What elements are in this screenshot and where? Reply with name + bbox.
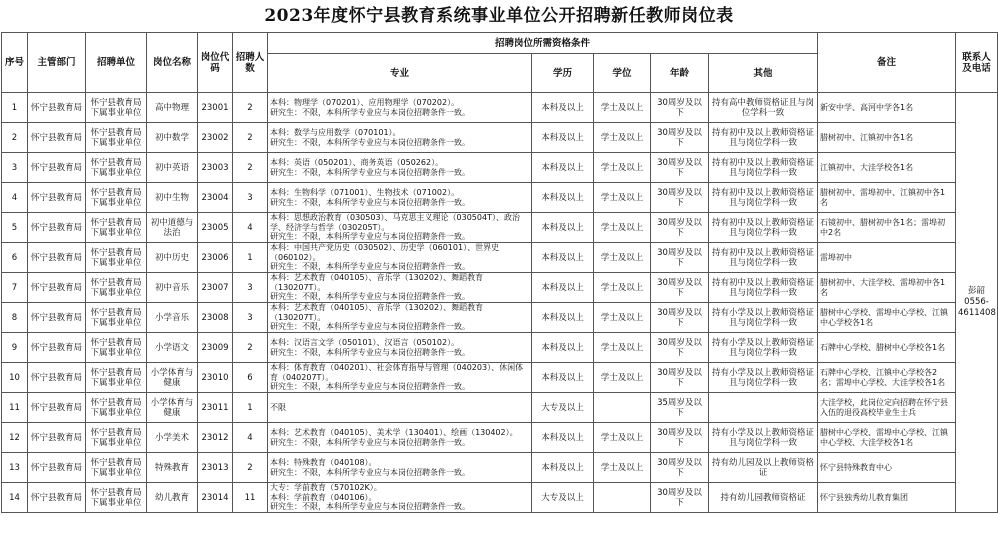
major-line: 研究生：不限，本科所学专业应与本岗位招聘条件一致。 [270,347,470,357]
cell-seq: 14 [2,483,28,513]
cell-seq: 1 [2,93,28,123]
cell-code: 23013 [198,453,233,483]
cell-major [268,93,532,123]
cell-code: 23001 [198,93,233,123]
major-line: 研究生：不限，本科所学专业应与本岗位招聘条件一致。 [270,197,470,207]
cell-note: 雷埠初中 [818,243,956,273]
cell-seq: 4 [2,183,28,213]
cell-dept: 怀宁县教育局 [28,333,86,363]
cell-edu: 本科及以上 [532,183,594,213]
cell-num: 3 [233,303,268,333]
table-row [2,153,998,183]
cell-seq: 10 [2,363,28,393]
position-table [1,32,998,513]
table-row [2,93,998,123]
header-note: 备注 [818,33,956,93]
cell-degree: 学士及以上 [594,183,651,213]
cell-degree [594,393,651,423]
cell-age: 30周岁及以下 [651,453,709,483]
cell-dept: 怀宁县教育局 [28,123,86,153]
header-other: 其他 [709,54,818,93]
cell-age: 30周岁及以下 [651,333,709,363]
cell-other: 持有初中及以上教师资格证且与岗位学科一致 [709,243,818,273]
cell-dept: 怀宁县教育局 [28,273,86,303]
cell-edu: 本科及以上 [532,153,594,183]
major-line: 本科：汉语言文学（050101）、汉语言（050102）。 [270,337,460,347]
major-line: 研究生：不限，本科所学专业应与本岗位招聘条件一致。 [270,467,470,477]
cell-other: 持有初中及以上教师资格证且与岗位学科一致 [709,183,818,213]
cell-dept: 怀宁县教育局 [28,213,86,243]
header-post: 岗位名称 [147,33,198,93]
cell-code: 23011 [198,393,233,423]
cell-post: 初中历史 [147,243,198,273]
major-line: 本科：生物科学（071001）、生物技术（071002）。 [270,187,460,197]
cell-num: 1 [233,243,268,273]
cell-other: 持有幼儿园及以上教师资格证 [709,453,818,483]
cell-degree: 学士及以上 [594,153,651,183]
cell-code: 23012 [198,423,233,453]
cell-unit: 怀宁县教育局下属事业单位 [86,93,147,123]
cell-post: 初中生物 [147,183,198,213]
major-line: 本科：体育教育（040201）、社会体育指导与管理（040203）、休闲体育（040207T）。 [270,363,524,382]
cell-post: 初中英语 [147,153,198,183]
cell-dept: 怀宁县教育局 [28,243,86,273]
table-row [2,423,998,453]
cell-note: 腊树初中、大洼学校、雷埠初中各1名 [818,273,956,303]
major-line: 研究生：不限，本科所学专业应与本岗位招聘条件一致。 [270,137,470,147]
cell-edu: 本科及以上 [532,243,594,273]
table-row [2,123,998,153]
cell-other: 持有小学及以上教师资格证且与岗位学科一致 [709,303,818,333]
page-title: 2023年度怀宁县教育系统事业单位公开招聘新任教师岗位表 [264,6,734,26]
cell-note: 石牌中心学校、江镇中心学校各2名；雷埠中心学校、大洼学校各1名 [818,363,956,393]
cell-degree: 学士及以上 [594,453,651,483]
table-row [2,453,998,483]
cell-post: 初中道德与法治 [147,213,198,243]
header-major: 专业 [268,54,532,93]
contact-phone: 0556-4611408 [958,297,996,318]
cell-post: 小学美术 [147,423,198,453]
table-row [2,183,998,213]
cell-post: 特殊教育 [147,453,198,483]
cell-age: 30周岁及以下 [651,183,709,213]
major-line: 研究生：不限，本科所学专业应与本岗位招聘条件一致。 [270,262,470,272]
cell-degree: 学士及以上 [594,333,651,363]
cell-major [268,453,532,483]
cell-dept: 怀宁县教育局 [28,363,86,393]
cell-code: 23002 [198,123,233,153]
table-row [2,213,998,243]
major-line: 不限 [270,402,286,412]
cell-code: 23007 [198,273,233,303]
cell-degree [594,483,651,513]
table-row [2,243,998,273]
cell-code: 23009 [198,333,233,363]
table-row [2,333,998,363]
cell-other [709,393,818,423]
cell-major [268,333,532,363]
cell-num: 2 [233,453,268,483]
cell-major [268,123,532,153]
cell-other: 持有初中及以上教师资格证且与岗位学科一致 [709,123,818,153]
cell-post: 高中物理 [147,93,198,123]
cell-dept: 怀宁县教育局 [28,483,86,513]
cell-other: 持有初中及以上教师资格证且与岗位学科一致 [709,213,818,243]
cell-other: 持有初中及以上教师资格证且与岗位学科一致 [709,273,818,303]
major-line: 本科：英语（050201）、商务英语（050262）。 [270,157,444,167]
cell-unit: 怀宁县教育局下属事业单位 [86,123,147,153]
cell-degree: 学士及以上 [594,363,651,393]
cell-seq: 9 [2,333,28,363]
cell-age: 30周岁及以下 [651,483,709,513]
cell-post: 初中数学 [147,123,198,153]
cell-unit: 怀宁县教育局下属事业单位 [86,243,147,273]
major-line: 本科：物理学（070201）、应用物理学（070202）。 [270,97,460,107]
cell-unit: 怀宁县教育局下属事业单位 [86,213,147,243]
cell-unit: 怀宁县教育局下属事业单位 [86,273,147,303]
cell-major [268,483,532,513]
major-line: 本科：艺术教育（040105）、音乐学（130202）、舞蹈教育（130207T）。 [270,303,484,322]
cell-edu: 本科及以上 [532,333,594,363]
table-body [2,93,998,513]
cell-dept: 怀宁县教育局 [28,393,86,423]
cell-other: 持有小学及以上教师资格证且与岗位学科一致 [709,363,818,393]
cell-degree: 学士及以上 [594,303,651,333]
major-line: 研究生：不限，本科所学专业应与本岗位招聘条件一致。 [270,292,470,302]
cell-note: 腊树初中、江镇初中各1名 [818,123,956,153]
major-line: 本科：艺术教育（040105）、音乐学（130202）、舞蹈教育（130207T）。 [270,273,484,292]
cell-degree: 学士及以上 [594,423,651,453]
cell-dept: 怀宁县教育局 [28,93,86,123]
cell-dept: 怀宁县教育局 [28,423,86,453]
cell-seq: 7 [2,273,28,303]
table-row [2,303,998,333]
cell-age: 30周岁及以下 [651,303,709,333]
cell-other: 持有小学及以上教师资格证且与岗位学科一致 [709,423,818,453]
major-line: 研究生：不限，本科所学专业应与本岗位招聘条件一致。 [270,167,470,177]
header-requirements: 招聘岗位所需资格条件 [268,33,818,54]
header-seq: 序号 [2,33,28,93]
header-degree: 学位 [594,54,651,93]
cell-edu: 大专及以上 [532,393,594,423]
table-row [2,393,998,423]
major-line: 本科：学前教育（040106）。 [270,492,377,502]
cell-major [268,183,532,213]
cell-age: 30周岁及以下 [651,423,709,453]
cell-dept: 怀宁县教育局 [28,453,86,483]
cell-seq: 2 [2,123,28,153]
cell-note: 腊树初中、雷埠初中、江镇初中各1名 [818,183,956,213]
cell-unit: 怀宁县教育局下属事业单位 [86,483,147,513]
major-line: 本科：数学与应用数学（070101）。 [270,127,401,137]
cell-edu: 本科及以上 [532,303,594,333]
cell-num: 11 [233,483,268,513]
cell-age: 30周岁及以下 [651,243,709,273]
table-row [2,363,998,393]
cell-unit: 怀宁县教育局下属事业单位 [86,303,147,333]
cell-other: 持有小学及以上教师资格证且与岗位学科一致 [709,333,818,363]
cell-edu: 本科及以上 [532,423,594,453]
cell-unit: 怀宁县教育局下属事业单位 [86,363,147,393]
cell-major [268,213,532,243]
cell-edu: 本科及以上 [532,93,594,123]
cell-age: 30周岁及以下 [651,213,709,243]
cell-other: 持有高中教师资格证且与岗位学科一致 [709,93,818,123]
major-line: 本科：思想政治教育（030503）、马克思主义理论（030504T）、政治学、经济学与哲学（030205T）。 [270,213,520,232]
cell-degree: 学士及以上 [594,123,651,153]
major-line: 研究生：不限，本科所学专业应与本岗位招聘条件一致。 [270,502,470,512]
cell-num: 2 [233,93,268,123]
cell-seq: 8 [2,303,28,333]
cell-post: 小学体育与健康 [147,363,198,393]
cell-post: 小学音乐 [147,303,198,333]
table-row [2,483,998,513]
cell-edu: 本科及以上 [532,273,594,303]
cell-num: 1 [233,393,268,423]
cell-degree: 学士及以上 [594,93,651,123]
contact-name: 彭韶 [968,286,986,296]
cell-note: 新安中学、高河中学各1名 [818,93,956,123]
header-code: 岗位代码 [198,33,233,93]
cell-unit: 怀宁县教育局下属事业单位 [86,153,147,183]
cell-note: 石镜初中、腊树初中各1名；雷埠初中2名 [818,213,956,243]
cell-num: 3 [233,273,268,303]
cell-age: 30周岁及以下 [651,93,709,123]
cell-code: 23014 [198,483,233,513]
cell-degree: 学士及以上 [594,243,651,273]
cell-num: 2 [233,153,268,183]
cell-unit: 怀宁县教育局下属事业单位 [86,333,147,363]
cell-other: 持有幼儿园教师资格证 [709,483,818,513]
header-edu: 学历 [532,54,594,93]
major-line: 研究生：不限，本科所学专业应与本岗位招聘条件一致。 [270,437,470,447]
cell-age: 30周岁及以下 [651,153,709,183]
cell-age: 30周岁及以下 [651,273,709,303]
cell-note: 石牌中心学校、腊树中心学校各1名 [818,333,956,363]
cell-unit: 怀宁县教育局下属事业单位 [86,393,147,423]
cell-dept: 怀宁县教育局 [28,183,86,213]
cell-seq: 5 [2,213,28,243]
cell-major [268,423,532,453]
cell-degree: 学士及以上 [594,273,651,303]
cell-seq: 6 [2,243,28,273]
header-dept: 主管部门 [28,33,86,93]
cell-dept: 怀宁县教育局 [28,303,86,333]
header-unit: 招聘单位 [86,33,147,93]
cell-unit: 怀宁县教育局下属事业单位 [86,423,147,453]
cell-age: 30周岁及以下 [651,363,709,393]
cell-major [268,273,532,303]
cell-edu: 本科及以上 [532,453,594,483]
major-line: 本科：特殊教育（040108）。 [270,457,377,467]
cell-post: 初中音乐 [147,273,198,303]
table-row [2,273,998,303]
cell-num: 4 [233,213,268,243]
cell-seq: 11 [2,393,28,423]
major-line: 大专：学前教育（570102K）。 [270,483,382,493]
cell-note: 怀宁县独秀幼儿教育集团 [818,483,956,513]
cell-major [268,363,532,393]
header-contact: 联系人及电话 [956,33,998,93]
cell-code: 23004 [198,183,233,213]
cell-num: 2 [233,123,268,153]
cell-code: 23008 [198,303,233,333]
cell-major [268,243,532,273]
cell-major [268,303,532,333]
cell-edu: 本科及以上 [532,363,594,393]
header-num: 招聘人数 [233,33,268,93]
cell-note: 江镇初中、大洼学校各1名 [818,153,956,183]
cell-unit: 怀宁县教育局下属事业单位 [86,183,147,213]
cell-seq: 13 [2,453,28,483]
major-line: 本科：艺术教育（040105）、美术学（130401）、绘画（130402）。 [270,427,518,437]
cell-num: 6 [233,363,268,393]
cell-code: 23006 [198,243,233,273]
cell-code: 23003 [198,153,233,183]
cell-num: 3 [233,183,268,213]
cell-num: 4 [233,423,268,453]
cell-code: 23010 [198,363,233,393]
cell-note: 腊树中心学校、雷埠中心学校、江镇中心学校、大洼学校各1名 [818,423,956,453]
cell-num: 2 [233,333,268,363]
cell-post: 小学语文 [147,333,198,363]
header-age: 年龄 [651,54,709,93]
cell-edu: 本科及以上 [532,213,594,243]
cell-edu: 大专及以上 [532,483,594,513]
major-line: 研究生：不限，本科所学专业应与本岗位招聘条件一致。 [270,107,470,117]
cell-seq: 3 [2,153,28,183]
cell-age: 30周岁及以下 [651,123,709,153]
cell-note: 怀宁县特殊教育中心 [818,453,956,483]
cell-major [268,153,532,183]
cell-contact [956,93,998,513]
major-line: 研究生：不限，本科所学专业应与本岗位招聘条件一致。 [270,322,470,332]
cell-major [268,393,532,423]
cell-code: 23005 [198,213,233,243]
cell-post: 小学体育与健康 [147,393,198,423]
cell-post: 幼儿教育 [147,483,198,513]
cell-unit: 怀宁县教育局下属事业单位 [86,453,147,483]
cell-dept: 怀宁县教育局 [28,153,86,183]
cell-edu: 本科及以上 [532,123,594,153]
cell-other: 持有初中及以上教师资格证且与岗位学科一致 [709,153,818,183]
cell-note: 腊树中心学校、雷埠中心学校、江镇中心学校各1名 [818,303,956,333]
major-line: 研究生：不限，本科所学专业应与本岗位招聘条件一致。 [270,232,470,242]
major-line: 研究生：不限，本科所学专业应与本岗位招聘条件一致。 [270,382,470,392]
major-line: 本科：中国共产党历史（030502）、历史学（060101）、世界史（060102）。 [270,243,500,262]
cell-seq: 12 [2,423,28,453]
cell-age: 35周岁及以下 [651,393,709,423]
cell-note: 大洼学校，此岗位定向招聘在怀宁县入伍的退役高校毕业生士兵 [818,393,956,423]
cell-degree: 学士及以上 [594,213,651,243]
